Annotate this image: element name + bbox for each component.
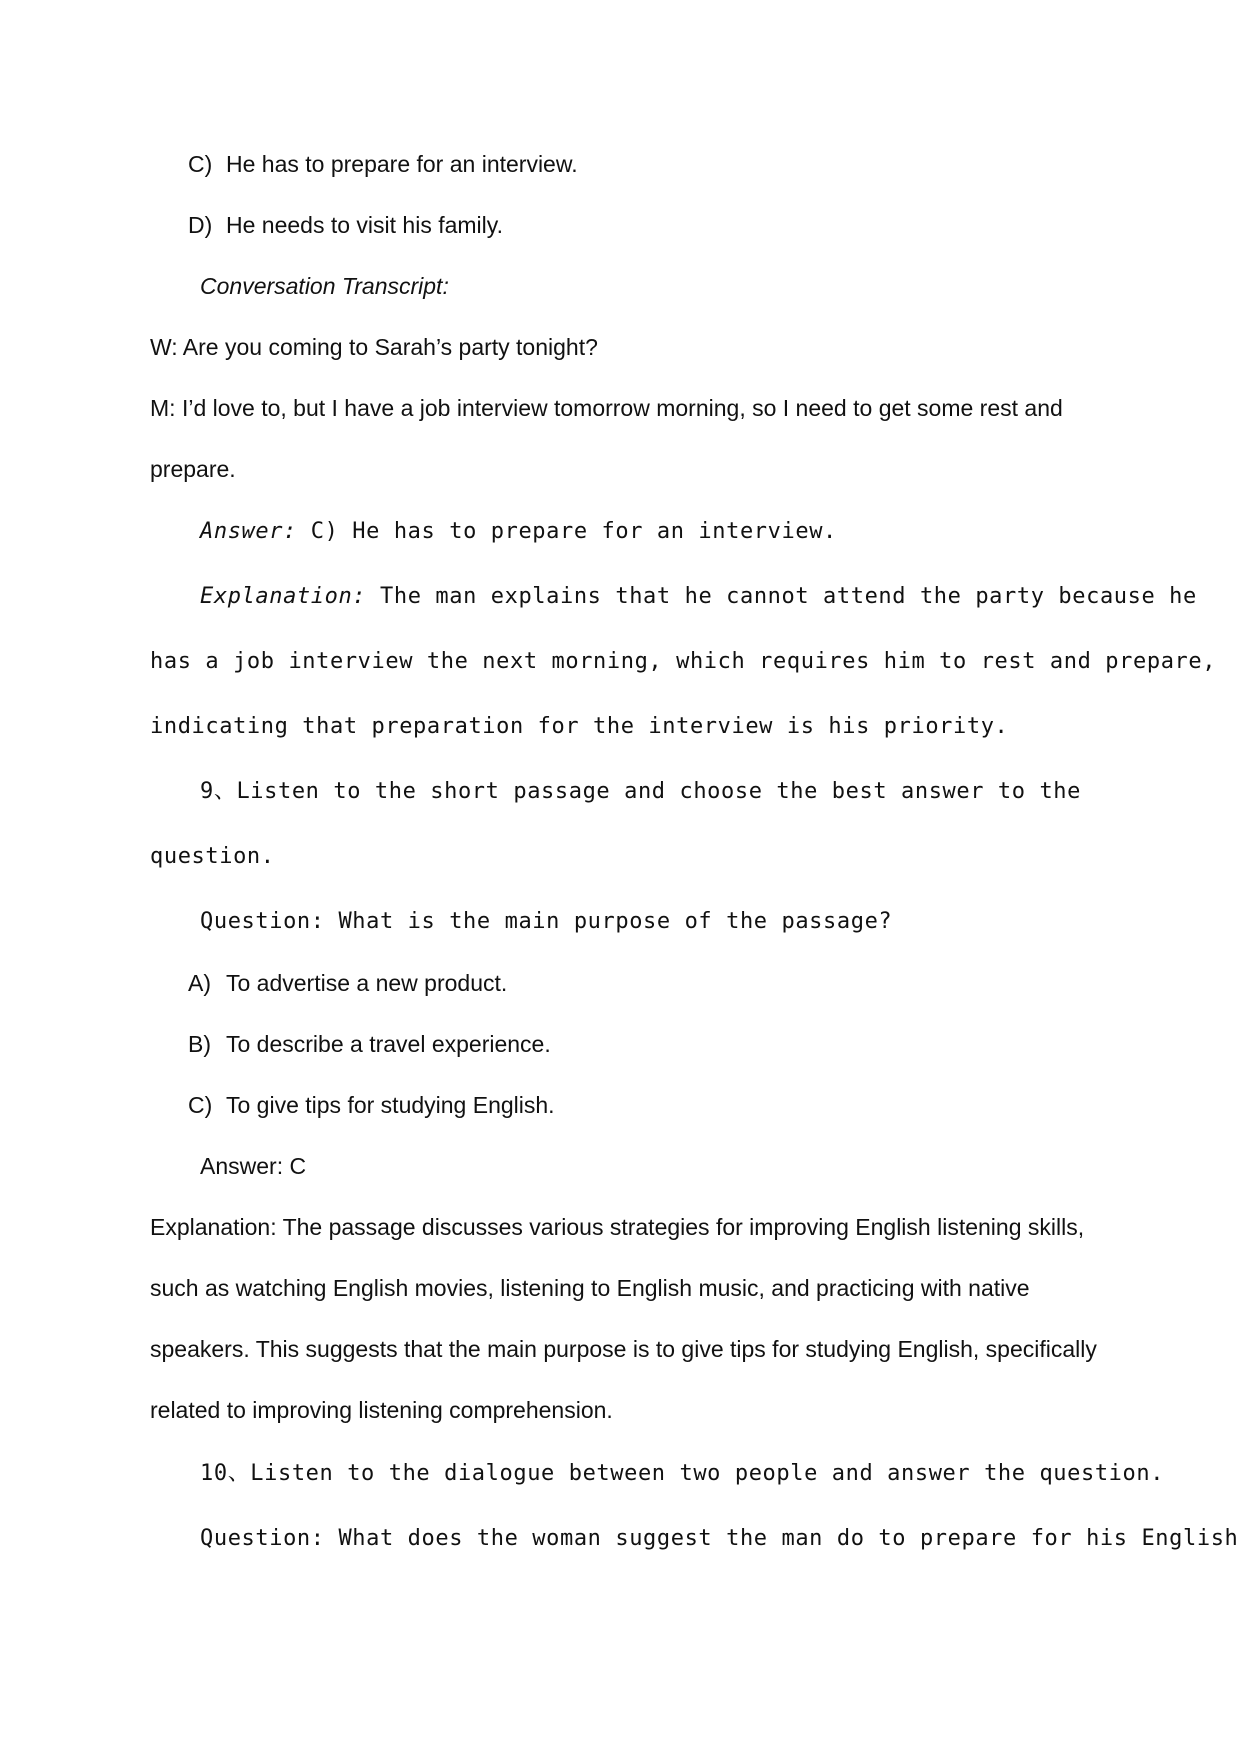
answer-text: C) He has to prepare for an interview. — [296, 519, 837, 544]
explanation-line-2: such as watching English movies, listening to English music, and practicing with native — [150, 1275, 1030, 1301]
explanation-line-3: indicating that preparation for the interview is his priority. — [150, 714, 1009, 739]
question-9-prompt: 9、Listen to the short passage and choose the best answer to the — [200, 779, 1081, 804]
option-c — [188, 153, 578, 176]
option-text: He needs to visit his family. — [226, 212, 503, 238]
option-letter: B) — [188, 1031, 211, 1057]
option-text: To give tips for studying English. — [226, 1092, 555, 1118]
explanation-line-3: speakers. This suggests that the main purpose is to give tips for studying English, specifically — [150, 1336, 1097, 1362]
transcript-man-line: M: I’d love to, but I have a job interview tomorrow morning, so I need to get some rest and — [150, 395, 1063, 421]
option-letter: A) — [188, 970, 211, 996]
explanation-line-4: related to improving listening comprehension. — [150, 1397, 613, 1423]
explanation-line-1: Explanation: The passage discusses various strategies for improving English listening skills, — [150, 1214, 1085, 1240]
answer-line — [200, 521, 837, 543]
option-letter: C) — [188, 151, 213, 177]
option-b — [188, 1033, 551, 1056]
explanation-line-1 — [200, 586, 1197, 608]
question-10-question: Question: What does the woman suggest the man do to prepare for his English — [200, 1526, 1239, 1551]
option-a — [188, 972, 507, 995]
answer-line: Answer: C — [200, 1153, 307, 1179]
option-text: To describe a travel experience. — [226, 1031, 551, 1057]
answer-label: Answer: — [200, 519, 297, 544]
transcript-man-line-cont: prepare. — [150, 456, 236, 482]
option-text: To advertise a new product. — [226, 970, 508, 996]
transcript-label: Conversation Transcript: — [200, 273, 449, 299]
option-text: He has to prepare for an interview. — [226, 151, 578, 177]
option-letter: C) — [188, 1092, 213, 1118]
option-c — [188, 1094, 555, 1117]
option-letter: D) — [188, 212, 213, 238]
explanation-label: Explanation: — [200, 584, 367, 609]
option-d — [188, 214, 503, 237]
explanation-text: The man explains that he cannot attend the party because he — [366, 584, 1197, 609]
question-9-prompt-cont: question. — [150, 844, 275, 869]
explanation-line-2: has a job interview the next morning, which requires him to rest and prepare, — [150, 649, 1217, 674]
question-10-prompt: 10、Listen to the dialogue between two people and answer the question. — [200, 1461, 1165, 1486]
question-9-question: Question: What is the main purpose of the passage? — [200, 909, 893, 934]
transcript-woman-line: W: Are you coming to Sarah’s party tonight? — [150, 334, 598, 360]
